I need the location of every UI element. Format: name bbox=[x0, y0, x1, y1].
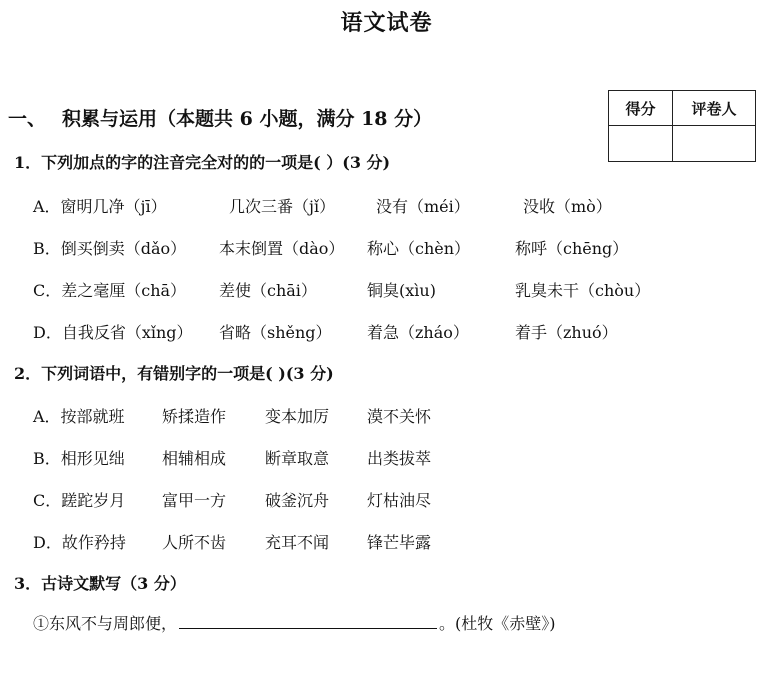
q1-option-a-item-1: A．窗明几净（jī） bbox=[33, 197, 167, 216]
q2-option-c-item-3: 破釜沉舟 bbox=[265, 491, 330, 510]
q1-option-c-item-3: 铜臭(xìu) bbox=[367, 281, 436, 300]
q2-option-c-item-1: C．蹉跎岁月 bbox=[33, 491, 126, 510]
q1-option-b-item-2: 本末倒置（dào） bbox=[219, 239, 345, 258]
q2-option-d-item-2: 人所不齿 bbox=[162, 533, 227, 552]
q1-option-c-item-4: 乳臭未干（chòu） bbox=[515, 281, 651, 300]
q1-option-b-item-3: 称心（chèn） bbox=[367, 239, 471, 258]
q1-option-d-item-2: 省略（shěng） bbox=[219, 323, 332, 342]
q1-option-d-item-3: 着急（zháo） bbox=[367, 323, 469, 342]
section-number: 一、 bbox=[8, 108, 47, 130]
q1-option-c-item-2: 差使（chāi） bbox=[219, 281, 317, 300]
q1-option-b-item-4: 称呼（chēng） bbox=[515, 239, 629, 258]
q2-option-b-item-1: B．相形见绌 bbox=[33, 449, 125, 468]
q1-option-a-item-2: 几次三番（jǐ） bbox=[229, 197, 336, 216]
score-cell[interactable] bbox=[609, 126, 673, 162]
q2-option-d-item-3: 充耳不闻 bbox=[265, 533, 330, 552]
poem-line-suffix: 。(杜牧《赤壁》) bbox=[439, 614, 556, 633]
poem-line-1 bbox=[33, 611, 556, 634]
q2-option-c-item-4: 灯枯油尽 bbox=[367, 491, 432, 510]
answer-blank[interactable] bbox=[179, 614, 437, 629]
poem-line-prefix: ①东风不与周郎便， bbox=[33, 614, 178, 633]
question-3-stem: 3．古诗文默写（3 分） bbox=[14, 574, 186, 593]
q1-option-d-item-1: D．自我反省（xǐng） bbox=[33, 323, 193, 342]
q2-option-b-item-2: 相辅相成 bbox=[162, 449, 227, 468]
score-label: 得分 bbox=[609, 91, 673, 126]
page-title: 语文试卷 bbox=[340, 10, 433, 36]
q2-option-a-item-1: A．按部就班 bbox=[33, 407, 125, 426]
grader-label: 评卷人 bbox=[673, 91, 756, 126]
score-table-header-row bbox=[609, 91, 756, 126]
q2-option-a-item-2: 矫揉造作 bbox=[162, 407, 227, 426]
q1-option-a-item-3: 没有（méi） bbox=[376, 197, 470, 216]
q1-option-d-item-4: 着手（zhuó） bbox=[515, 323, 618, 342]
q1-option-b-item-1: B．倒买倒卖（dǎo） bbox=[33, 239, 187, 258]
q2-option-d-item-1: D．故作矜持 bbox=[33, 533, 126, 552]
q2-option-b-item-4: 出类拔萃 bbox=[367, 449, 432, 468]
score-table bbox=[608, 90, 756, 162]
q1-option-a-item-4: 没收（mò） bbox=[523, 197, 612, 216]
question-2-stem: 2．下列词语中，有错别字的一项是( )(3 分) bbox=[14, 364, 334, 383]
q2-option-a-item-4: 漠不关怀 bbox=[367, 407, 432, 426]
question-1-stem: 1．下列加点的字的注音完全对的的一项是( ）(3 分) bbox=[14, 153, 391, 172]
q2-option-a-item-3: 变本加厉 bbox=[265, 407, 330, 426]
q2-option-d-item-4: 锋芒毕露 bbox=[367, 533, 432, 552]
grader-cell[interactable] bbox=[673, 126, 756, 162]
section-heading bbox=[8, 104, 432, 131]
q2-option-c-item-2: 富甲一方 bbox=[162, 491, 227, 510]
q2-option-b-item-3: 断章取意 bbox=[265, 449, 330, 468]
section-title-text: 积累与运用（本题共 6 小题，满分 18 分） bbox=[62, 108, 433, 130]
q1-option-c-item-1: C．差之毫厘（chā） bbox=[33, 281, 187, 300]
score-table-blank-row bbox=[609, 126, 756, 162]
